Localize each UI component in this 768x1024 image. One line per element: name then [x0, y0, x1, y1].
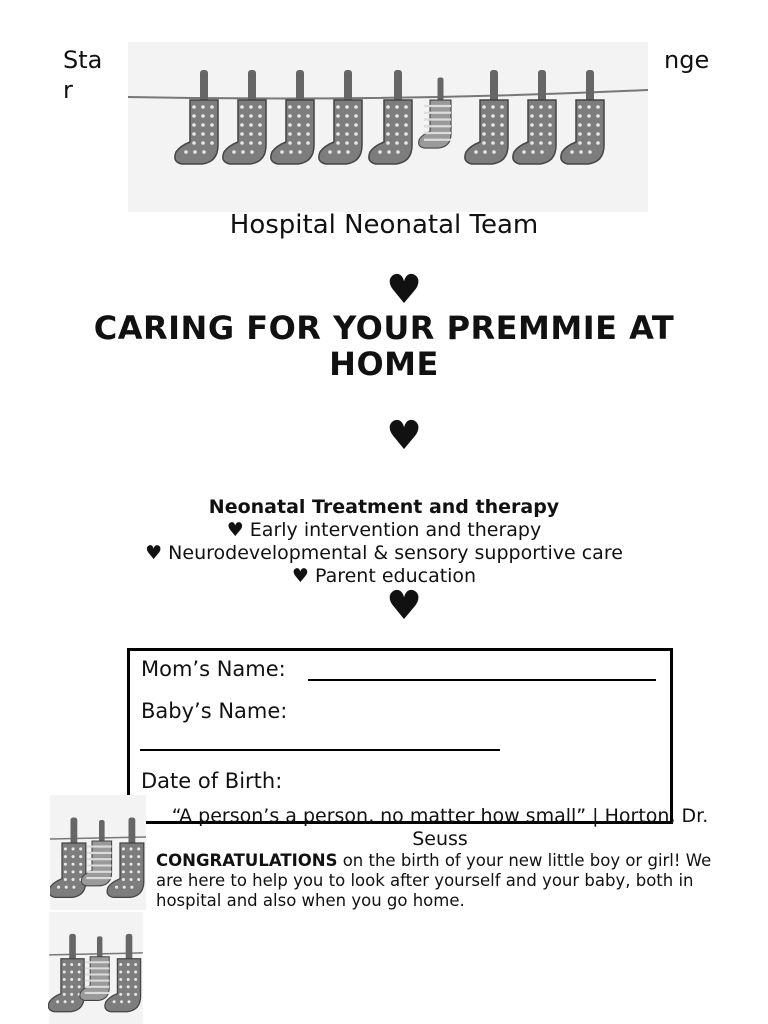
details-form — [127, 648, 673, 824]
header-fragment-left: Sta r — [63, 46, 103, 104]
service-item: ♥ Early intervention and therapy — [226, 519, 542, 541]
heart-icon: ♥ — [386, 583, 422, 629]
header-fragment-right: nge — [664, 46, 710, 74]
congratulations-lead: CONGRATULATIONS — [156, 851, 338, 870]
baby-name-label: Baby’s Name: — [141, 699, 288, 723]
team-name: Hospital Neonatal Team — [229, 210, 539, 240]
sock-clothesline-image — [48, 912, 144, 1024]
baby-name-field[interactable] — [140, 749, 500, 751]
sock-banner-image — [128, 42, 648, 212]
congratulations-body: on the birth of your new little boy or girl! We are here to help you to look after yourself and your baby, both in hospital and also when you go home. — [156, 851, 712, 910]
page-title: CARING FOR YOUR PREMMIE AT HOME — [93, 309, 675, 383]
services-list — [0, 496, 768, 588]
service-item: ♥ Parent education — [291, 565, 477, 587]
date-of-birth-label: Date of Birth: — [141, 769, 283, 793]
congratulations-text — [156, 851, 726, 911]
mom-name-field[interactable] — [308, 679, 656, 681]
sock-clothesline-image — [50, 795, 146, 910]
heart-icon: ♥ — [386, 413, 422, 459]
mom-name-label: Mom’s Name: — [141, 657, 286, 681]
heart-icon: ♥ — [386, 267, 422, 313]
services-heading: Neonatal Treatment and therapy — [208, 496, 560, 518]
quote: “A person’s a person, no matter how small” | Horton, Dr. Seuss — [171, 805, 709, 850]
service-item: ♥ Neurodevelopmental & sensory supportive care — [145, 542, 623, 564]
